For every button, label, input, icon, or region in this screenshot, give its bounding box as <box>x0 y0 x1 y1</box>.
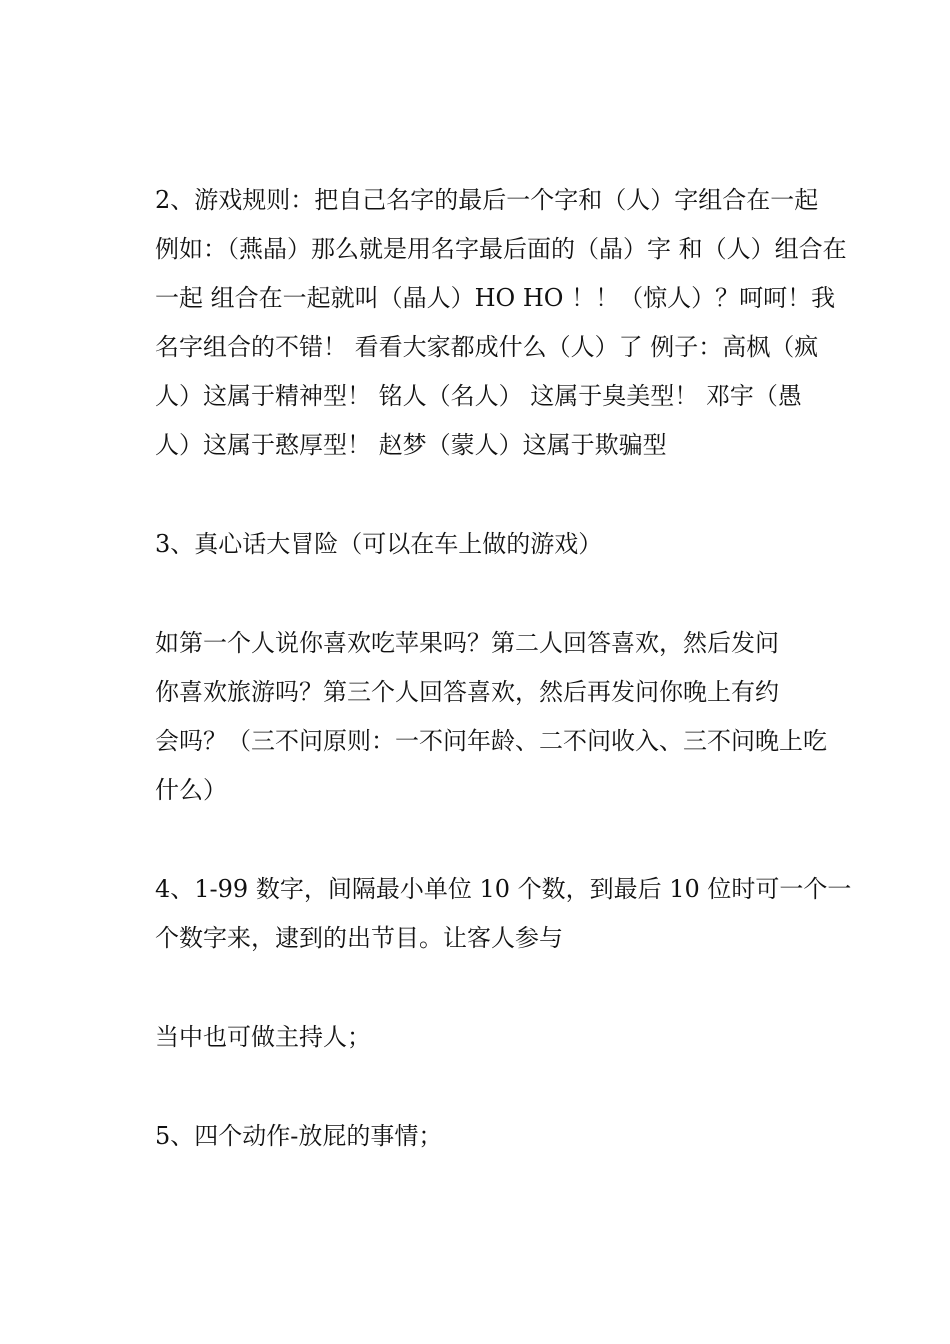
text-line: 例如：（燕晶）那么就是用名字最后面的（晶）字 和（人）组合在 <box>155 235 847 263</box>
paragraph-rule-5 <box>155 1112 833 1161</box>
text-line: 会吗？（三不问原则：一不问年龄、二不问收入、三不问晚上吃 <box>155 727 827 755</box>
paragraph-rule-2 <box>155 176 847 470</box>
text-line: 4、1-99 数字，间隔最小单位 10 个数，到最后 10 位时可一个一 <box>155 875 852 903</box>
paragraph-spacer <box>155 470 833 520</box>
paragraph-host-note <box>155 1013 833 1062</box>
text-line: 人）这属于憨厚型！ 赵梦（蒙人）这属于欺骗型 <box>155 431 667 459</box>
text-line: 2、游戏规则：把自己名字的最后一个字和（人）字组合在一起 <box>155 186 819 214</box>
paragraph-spacer <box>155 569 833 619</box>
text-line: 人）这属于精神型！ 铭人（名人） 这属于臭美型！ 邓宇（愚 <box>155 382 802 410</box>
paragraph-spacer <box>155 1062 833 1112</box>
text-line: 什么） <box>155 776 227 804</box>
text-line: 如第一个人说你喜欢吃苹果吗？第二人回答喜欢，然后发问 <box>155 629 779 657</box>
text-line: 当中也可做主持人； <box>155 1023 371 1051</box>
paragraph-spacer <box>155 963 833 1013</box>
paragraph-truth-or-dare <box>155 619 833 815</box>
text-line: 个数字来，逮到的出节目。让客人参与 <box>155 924 563 952</box>
text-line: 5、四个动作-放屁的事情； <box>155 1122 443 1150</box>
paragraph-rule-4 <box>155 865 852 963</box>
text-line: 3、真心话大冒险（可以在车上做的游戏） <box>155 530 603 558</box>
paragraph-heading-3 <box>155 520 833 569</box>
text-line: 你喜欢旅游吗？第三个人回答喜欢，然后再发问你晚上有约 <box>155 678 779 706</box>
paragraph-spacer <box>155 815 833 865</box>
document-body <box>155 176 852 1161</box>
text-line: 一起 组合在一起就叫（晶人）HO HO ！！（惊人）？呵呵！我 <box>155 284 836 312</box>
text-line: 名字组合的不错！ 看看大家都成什么（人）了 例子：高枫（疯 <box>155 333 819 361</box>
